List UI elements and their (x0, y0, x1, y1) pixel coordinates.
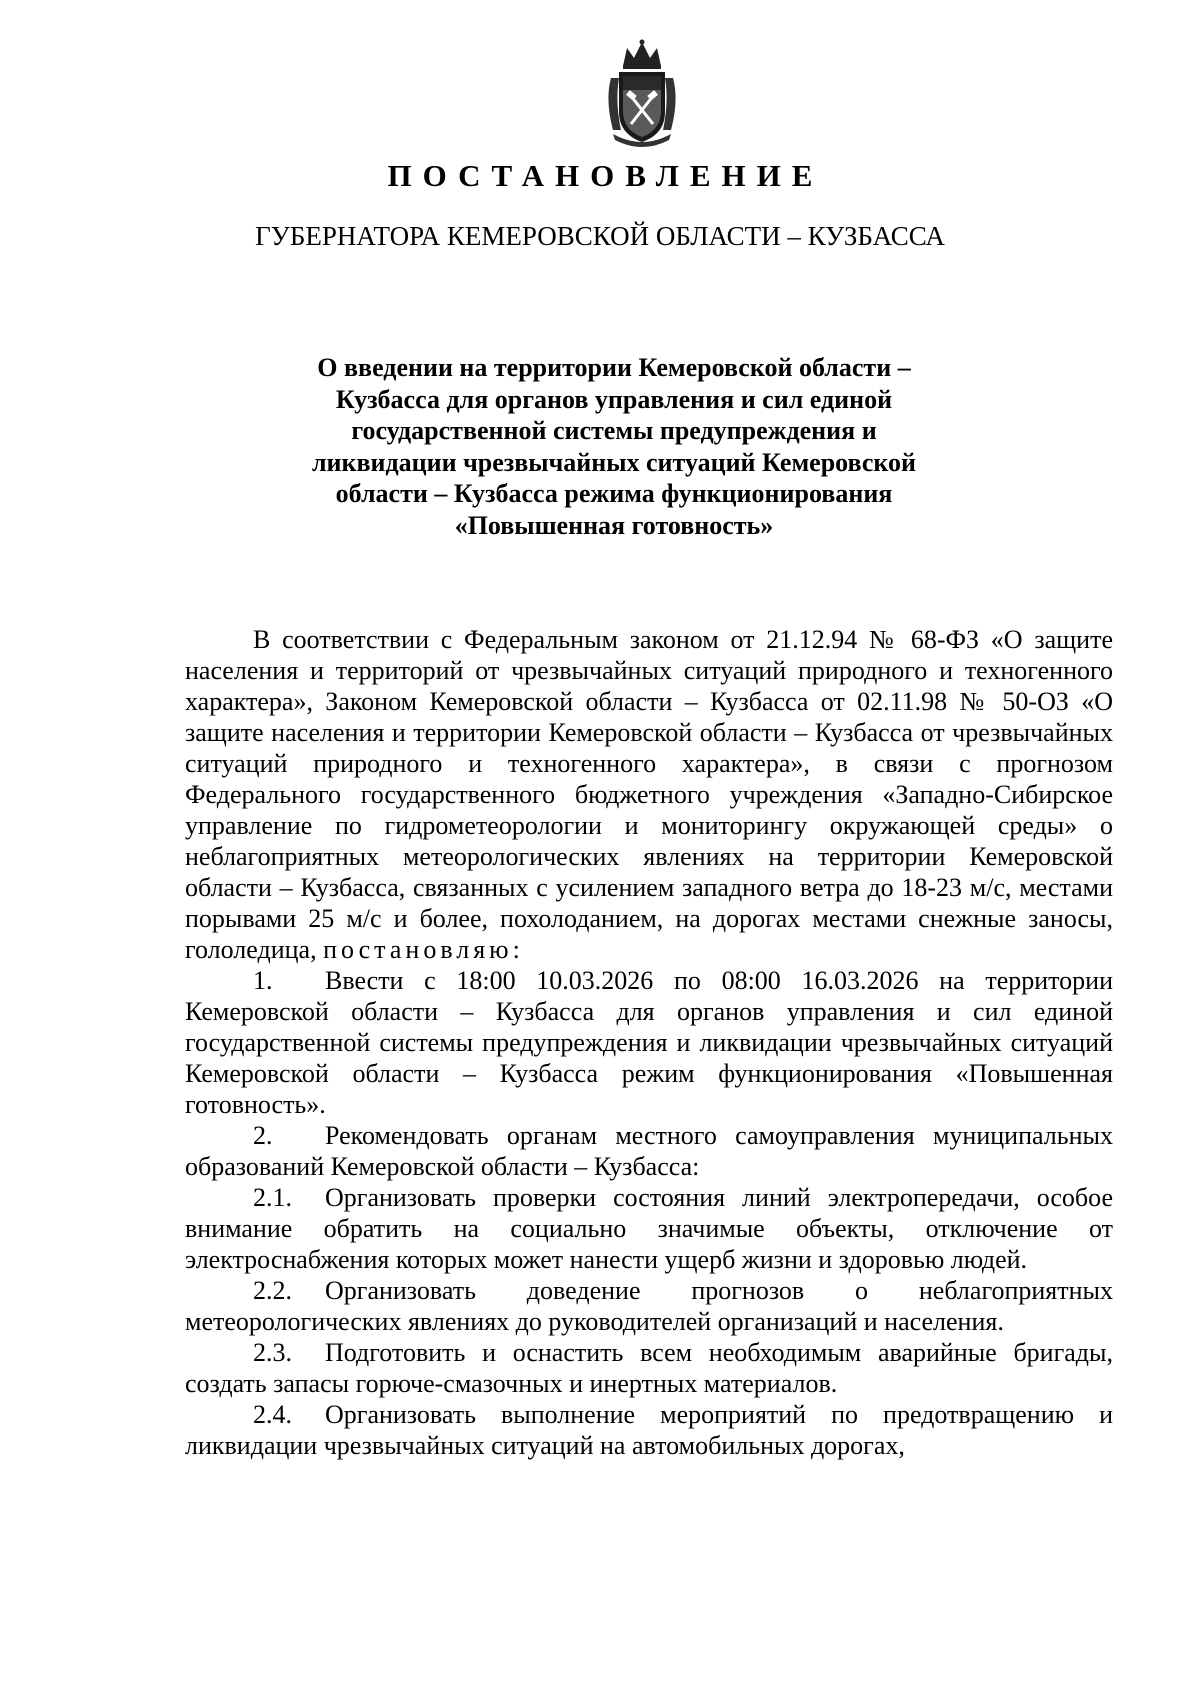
document-type-title: ПОСТАНОВЛЕНИЕ (387, 158, 824, 193)
clause-paragraph (185, 965, 1113, 1120)
subject-line: Кузбасса для органов управления и сил единой (335, 384, 893, 414)
clause-text: Ввести с 18:00 10.03.2026 по 08:00 16.03.2026 на территории Кемеровской области – Кузбасса для органов управления и сил единой государственной системы предупреждения и ликвидации чрезвычайных ситуаций Кемеровской области – Кузбасса режим функционирования «Повышенная готовность». (185, 966, 1113, 1119)
clause-number: 2. (253, 1121, 273, 1150)
clause-number: 1. (253, 966, 273, 995)
subject-line: О введении на территории Кемеровской области – (317, 353, 911, 382)
subject-line: области – Кузбасса режима функционирования (335, 479, 893, 508)
clause-text: Рекомендовать органам местного самоуправления муниципальных образований Кемеровской области – Кузбасса: (185, 1121, 1113, 1181)
subject-line: ликвидации чрезвычайных ситуаций Кемеровской (311, 447, 917, 477)
clause-paragraph (185, 1182, 1113, 1275)
issuing-authority: ГУБЕРНАТОРА КЕМЕРОВСКОЙ ОБЛАСТИ – КУЗБАССА (255, 221, 945, 251)
decree-word: постановляю: (323, 935, 524, 964)
clause-text: Организовать доведение прогнозов о неблагоприятных метеорологических явлениях до руководителей организаций и населения. (185, 1276, 1113, 1336)
preamble-text: В соответствии с Федеральным законом от 21.12.94 № 68-ФЗ «О защите населения и территорий от чрезвычайных ситуаций природного и техногенного характера», Законом Кемеровской области – Кузбасса от 02.11.98 № 50-ОЗ «О защите населения и территории Кемеровской области – Кузбасса от чрезвычайных ситуаций природного и техногенного характера», в связи с прогнозом Федерального государственного бюджетного учреждения «Западно-Сибирское управление по гидрометеорологии и мониторингу окружающей среды» о неблагоприятных метеорологических явлениях на территории Кемеровской области – Кузбасса, связанных с усилением западного ветра до 18-23 м/с, местами порывами 25 м/с и более, похолоданием, на дорогах местами снежные заносы, гололедица, (185, 625, 1113, 964)
document-body (185, 624, 1113, 1461)
clause-text: Организовать проверки состояния линий электропередачи, особое внимание обратить на социально значимые объекты, отключение от электроснабжения которых может нанести ущерб жизни и здоровью людей. (185, 1183, 1113, 1274)
clause-text: Организовать выполнение мероприятий по предотвращению и ликвидации чрезвычайных ситуаций на автомобильных дорогах, (185, 1400, 1113, 1460)
clause-text: Подготовить и оснастить всем необходимым аварийные бригады, создать запасы горюче-смазочных и инертных материалов. (185, 1338, 1113, 1398)
kuzbass-coat-of-arms-icon (603, 38, 681, 148)
clause-paragraph (185, 1120, 1113, 1182)
preamble-paragraph (185, 624, 1113, 965)
document-subject (300, 352, 928, 541)
clause-number: 2.2. (253, 1276, 292, 1305)
subject-line: государственной системы предупреждения и (351, 416, 877, 445)
clause-paragraph (185, 1337, 1113, 1399)
subject-line: «Повышенная готовность» (454, 510, 774, 540)
clause-paragraph (185, 1275, 1113, 1337)
clause-number: 2.4. (253, 1400, 292, 1429)
clause-number: 2.1. (253, 1183, 292, 1212)
clause-number: 2.3. (253, 1338, 292, 1367)
clause-paragraph (185, 1399, 1113, 1461)
